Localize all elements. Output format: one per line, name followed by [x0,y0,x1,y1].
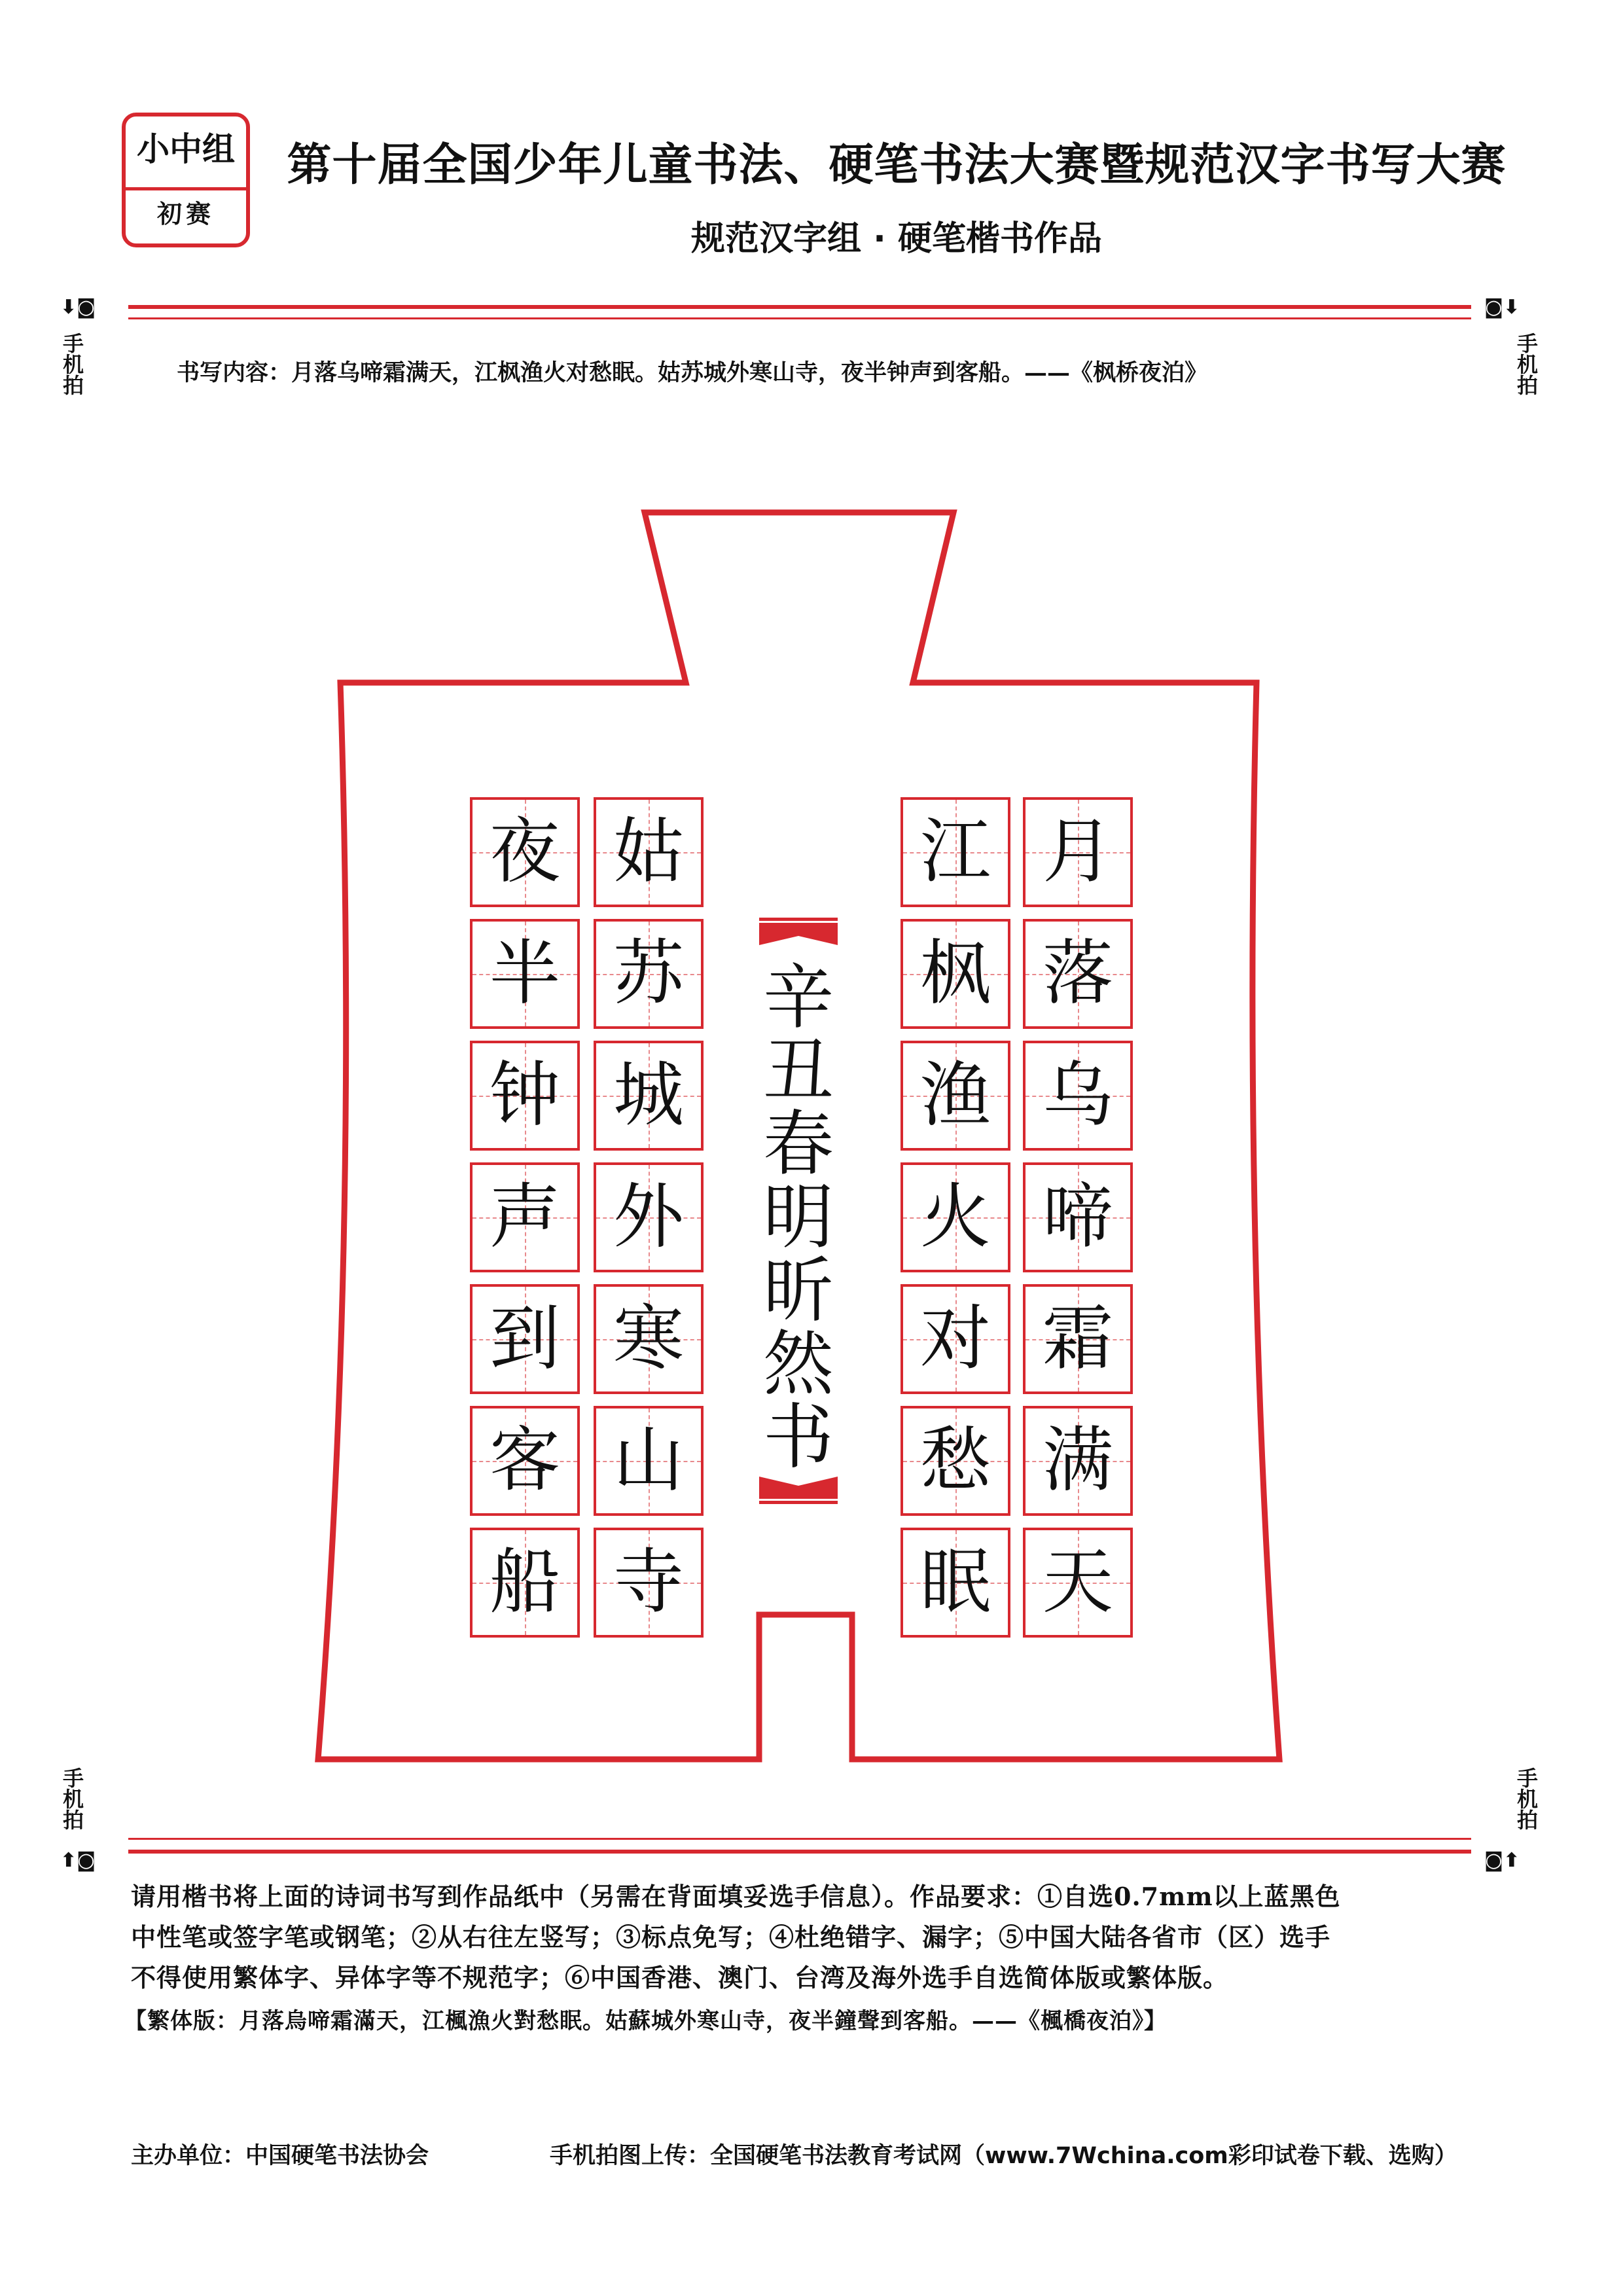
signature-character: 然 [762,1323,834,1405]
grid-character: 山 [613,1420,684,1501]
phone-shoot-label-bl: 手机拍 [60,1767,84,1830]
grid-character: 愁 [919,1420,991,1501]
phone-shoot-label-tl: 手机拍 [60,332,84,395]
bottom-rule-thick [128,1850,1471,1854]
grid-character: 落 [1042,933,1113,1014]
grid-cell [901,1284,1010,1394]
grid-cell [901,797,1010,907]
grid-cell [594,1528,704,1638]
grid-character: 到 [489,1298,560,1380]
grid-character: 江 [919,811,991,893]
phone-shoot-label-br: 手机拍 [1514,1767,1539,1830]
grid-cell [1023,1528,1133,1638]
grid-character: 渔 [919,1054,991,1136]
page-title: 第十届全国少年儿童书法、硬笔书法大赛暨规范汉字书写大赛 [287,139,1507,191]
grid-cell [594,1406,704,1516]
grid-cell [470,1528,580,1638]
grid-cell [1023,1162,1133,1272]
grid-character: 城 [613,1054,684,1136]
signature-bottom-mark [759,1473,838,1505]
stage-label: 初赛 [156,199,215,228]
signature-character: 辛 [762,957,834,1039]
grid-cell [901,1406,1010,1516]
signature-character: 昕 [762,1250,834,1332]
requirements-line-1: 请用楷书将上面的诗词书写到作品纸中（另需在背面填妥选手信息）。作品要求：①自选0.7mm以上蓝黑色 [131,1882,1341,1911]
grid-cell [470,1406,580,1516]
grid-character: 霜 [1042,1298,1113,1380]
organizer: 主办单位：中国硬笔书法协会 [131,2143,429,2169]
grid-cell [594,1041,704,1151]
grid-character: 苏 [613,933,684,1014]
writing-content: 书写内容：月落乌啼霜满天，江枫渔火对愁眠。姑苏城外寒山寺，夜半钟声到客船。——《枫桥夜泊》 [177,359,1208,386]
grid-cell [1023,919,1133,1029]
phone-shoot-label-tr: 手机拍 [1514,332,1539,395]
grid-character: 月 [1042,811,1113,893]
grid-character: 乌 [1042,1054,1113,1136]
signature-character: 书 [762,1397,834,1479]
requirements-line-2: 中性笔或签字笔或钢笔；②从右往左竖写；③标点免写；④杜绝错字、漏字；⑤中国大陆各省市（区）选手 [131,1922,1331,1952]
signature-top-mark [759,916,838,949]
grid-character: 钟 [489,1054,560,1136]
requirements-line-3: 不得使用繁体字、异体字等不规范字；⑥中国香港、澳门、台湾及海外选手自选简体版或繁体版。 [131,1963,1229,1992]
grid-character: 对 [919,1298,991,1380]
grid-character: 满 [1042,1420,1113,1501]
signature-character: 丑 [762,1030,834,1112]
grid-character: 天 [1042,1541,1113,1623]
grid-character: 声 [489,1176,560,1258]
grid-cell [470,1284,580,1394]
grid-cell [594,1284,704,1394]
grid-cell [594,1162,704,1272]
upload-info: 手机拍图上传：全国硬笔书法教育考试网（www.7Wchina.com彩印试卷下载、选购） [550,2143,1457,2169]
grid-character: 夜 [489,811,560,893]
group-label: 小中组 [126,117,246,190]
grid-character: 啼 [1042,1176,1113,1258]
bottom-rule-thin [128,1838,1471,1840]
grid-cell [470,1162,580,1272]
grid-cell [901,1041,1010,1151]
page-subtitle: 规范汉字组 · 硬笔楷书作品 [691,219,1102,259]
grid-character: 客 [489,1420,560,1501]
grid-character: 枫 [919,933,991,1014]
grid-character: 寺 [613,1541,684,1623]
bottom-right-camera-icon: ◙⬆ [1484,1849,1520,1872]
traditional-version-note: 【繁体版：月落烏啼霜滿天，江楓漁火對愁眠。姑蘇城外寒山寺，夜半鐘聲到客船。——《楓橋夜泊》】 [124,2008,1167,2034]
grid-cell [1023,1406,1133,1516]
grid-cell [901,919,1010,1029]
grid-cell [1023,1284,1133,1394]
grid-cell [1023,797,1133,907]
signature-character: 春 [762,1103,834,1185]
grid-cell [901,1162,1010,1272]
top-left-camera-icon: ⬇◙ [60,296,96,319]
bottom-left-camera-icon: ⬆◙ [60,1849,96,1872]
grid-character: 寒 [613,1298,684,1380]
top-right-camera-icon: ◙⬇ [1484,296,1520,319]
grid-cell [901,1528,1010,1638]
grid-character: 火 [919,1176,991,1258]
grid-cell [470,797,580,907]
grid-cell [594,797,704,907]
grid-character: 姑 [613,811,684,893]
grid-cell [470,1041,580,1151]
grid-character: 眠 [919,1541,991,1623]
grid-cell [470,919,580,1029]
grid-character: 半 [489,933,560,1014]
grid-cell [1023,1041,1133,1151]
grid-character: 船 [489,1541,560,1623]
grid-cell [594,919,704,1029]
signature-character: 明 [762,1177,834,1259]
grid-character: 外 [613,1176,684,1258]
